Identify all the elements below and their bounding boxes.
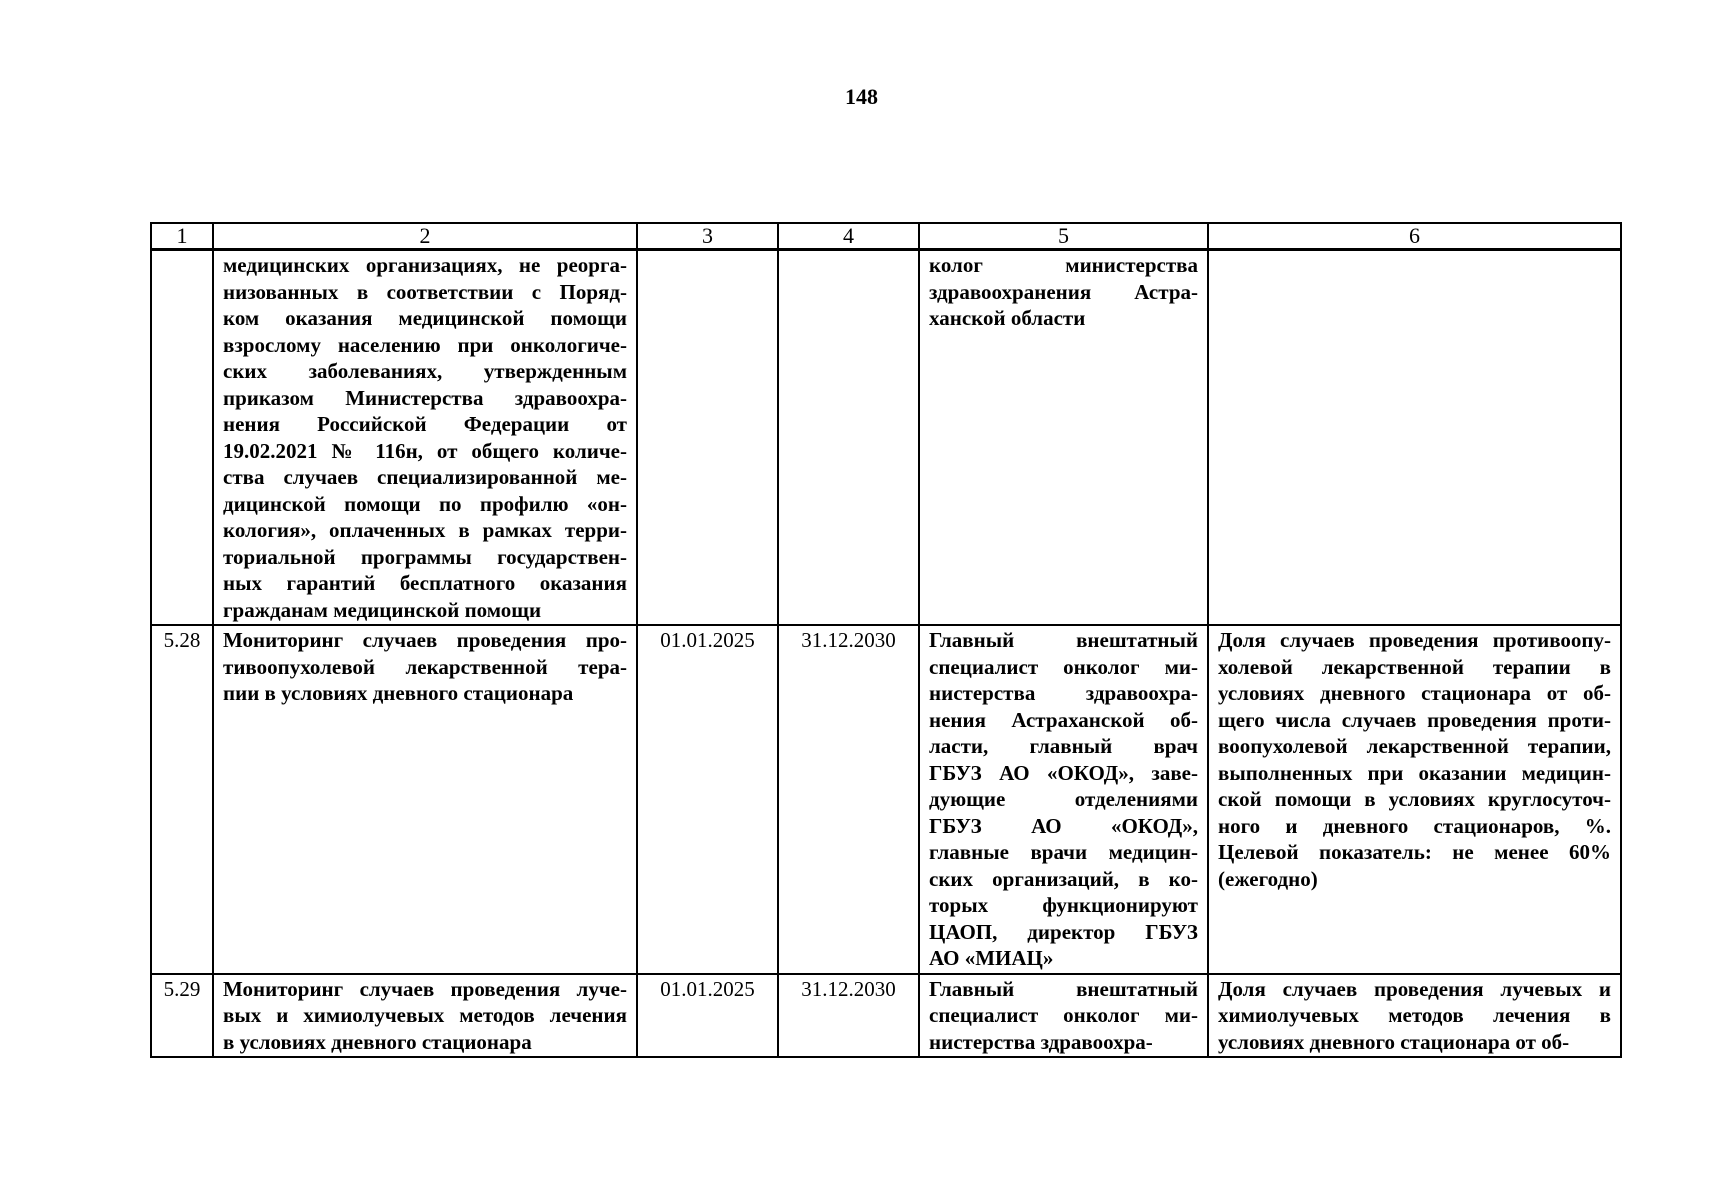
cell-line: ства случаев специализированной ме- bbox=[223, 465, 627, 489]
start-date-cell bbox=[637, 250, 778, 626]
indicator-cell bbox=[1208, 250, 1621, 626]
indicator-cell bbox=[1208, 625, 1621, 974]
cell-line: вых и химиолучевых методов лечения bbox=[223, 1003, 627, 1027]
header-col-4: 4 bbox=[778, 223, 919, 250]
table-row bbox=[151, 625, 1621, 974]
item-number-cell bbox=[151, 250, 213, 626]
end-date-cell bbox=[778, 250, 919, 626]
cell-line: тивоопухолевой лекарственной тера- bbox=[223, 654, 627, 679]
cell-line: нения Астраханской об- bbox=[929, 707, 1198, 732]
cell-line: гражданам медицинской помощи bbox=[223, 597, 542, 622]
start-date-cell: 01.01.2025 bbox=[637, 974, 778, 1058]
page-number: 148 bbox=[845, 84, 878, 109]
cell-line: условиях дневного стационара от об- bbox=[1218, 1029, 1570, 1054]
measures-table bbox=[150, 222, 1622, 1058]
end-date-cell: 31.12.2030 bbox=[778, 974, 919, 1058]
cell-line: ЦАОП, директор ГБУЗ bbox=[929, 919, 1198, 944]
table-row bbox=[151, 250, 1621, 626]
cell-line: колог министерства bbox=[929, 253, 1198, 277]
cell-line: ком оказания медицинской помощи bbox=[223, 306, 627, 330]
cell-line: ториальной программы государствен- bbox=[223, 544, 627, 569]
cell-line: взрослому населению при онкологиче- bbox=[223, 332, 627, 357]
cell-line: Мониторинг случаев проведения луче- bbox=[223, 976, 627, 1001]
responsible-cell bbox=[919, 625, 1208, 974]
cell-line: ных гарантий бесплатного оказания bbox=[223, 571, 627, 595]
cell-line: щего числа случаев проведения проти- bbox=[1218, 707, 1611, 732]
cell-line: специалист онколог ми- bbox=[929, 1003, 1198, 1027]
start-date-cell: 01.01.2025 bbox=[637, 625, 778, 974]
cell-line: дицинской помощи по профилю «он- bbox=[223, 491, 627, 516]
header-col-3: 3 bbox=[637, 223, 778, 250]
header-row bbox=[151, 223, 1621, 250]
cell-line: Доля случаев проведения лучевых и bbox=[1218, 976, 1611, 1001]
cell-line: пии в условиях дневного стационара bbox=[223, 681, 574, 705]
end-date-cell: 31.12.2030 bbox=[778, 625, 919, 974]
cell-line: условиях дневного стационара от об- bbox=[1218, 681, 1611, 705]
cell-line: главные врачи медицин- bbox=[929, 840, 1198, 864]
cell-line: дующие отделениями bbox=[929, 787, 1198, 811]
cell-line: ласти, главный врач bbox=[929, 734, 1198, 758]
header-col-2: 2 bbox=[213, 223, 637, 250]
cell-line: 19.02.2021 № 116н, от общего количе- bbox=[223, 438, 627, 463]
cell-line: ГБУЗ АО «ОКОД», заве- bbox=[929, 760, 1198, 785]
cell-line: ских заболеваниях, утвержденным bbox=[223, 359, 627, 383]
cell-line: ного и дневного стационаров, %. bbox=[1218, 813, 1611, 838]
cell-line: низованных в соответствии с Поряд- bbox=[223, 279, 627, 304]
header-col-6: 6 bbox=[1208, 223, 1621, 250]
cell-line: Главный внештатный bbox=[929, 628, 1198, 652]
cell-line: выполненных при оказании медицин- bbox=[1218, 760, 1611, 785]
indicator-cell bbox=[1208, 974, 1621, 1058]
measure-description-cell bbox=[213, 625, 637, 974]
cell-line: в условиях дневного стационара bbox=[223, 1029, 532, 1054]
responsible-cell bbox=[919, 974, 1208, 1058]
measure-description-cell bbox=[213, 250, 637, 626]
cell-line: кология», оплаченных в рамках терри- bbox=[223, 518, 627, 542]
cell-line: ГБУЗ АО «ОКОД», bbox=[929, 813, 1198, 838]
cell-line: (ежегодно) bbox=[1218, 866, 1318, 891]
item-number-cell: 5.28 bbox=[151, 625, 213, 974]
cell-line: специалист онколог ми- bbox=[929, 654, 1198, 679]
header-col-1: 1 bbox=[151, 223, 213, 250]
cell-line: Целевой показатель: не менее 60% bbox=[1218, 840, 1611, 864]
cell-line: нистерства здравоохра- bbox=[929, 1029, 1153, 1054]
cell-line: воопухолевой лекарственной терапии, bbox=[1218, 734, 1611, 758]
cell-line: ханской области bbox=[929, 306, 1086, 330]
responsible-cell bbox=[919, 250, 1208, 626]
cell-line: медицинских организациях, не реорга- bbox=[223, 253, 627, 277]
measure-description-cell bbox=[213, 974, 637, 1058]
cell-line: здравоохранения Астра- bbox=[929, 279, 1198, 304]
cell-line: холевой лекарственной терапии в bbox=[1218, 654, 1611, 679]
cell-line: нения Российской Федерации от bbox=[223, 412, 627, 436]
cell-line: Главный внештатный bbox=[929, 976, 1198, 1001]
cell-line: Доля случаев проведения противоопу- bbox=[1218, 628, 1611, 652]
table-body bbox=[151, 250, 1621, 1058]
cell-line: торых функционируют bbox=[929, 893, 1198, 917]
cell-line: Мониторинг случаев проведения про- bbox=[223, 628, 627, 652]
cell-line: ской помощи в условиях круглосуточ- bbox=[1218, 787, 1611, 811]
header-col-5: 5 bbox=[919, 223, 1208, 250]
cell-line: нистерства здравоохра- bbox=[929, 681, 1198, 705]
cell-line: приказом Министерства здравоохра- bbox=[223, 385, 627, 410]
cell-line: химиолучевых методов лечения в bbox=[1218, 1003, 1611, 1027]
cell-line: АО «МИАЦ» bbox=[929, 946, 1054, 970]
item-number-cell: 5.29 bbox=[151, 974, 213, 1058]
table-row bbox=[151, 974, 1621, 1058]
cell-line: ских организаций, в ко- bbox=[929, 866, 1198, 891]
